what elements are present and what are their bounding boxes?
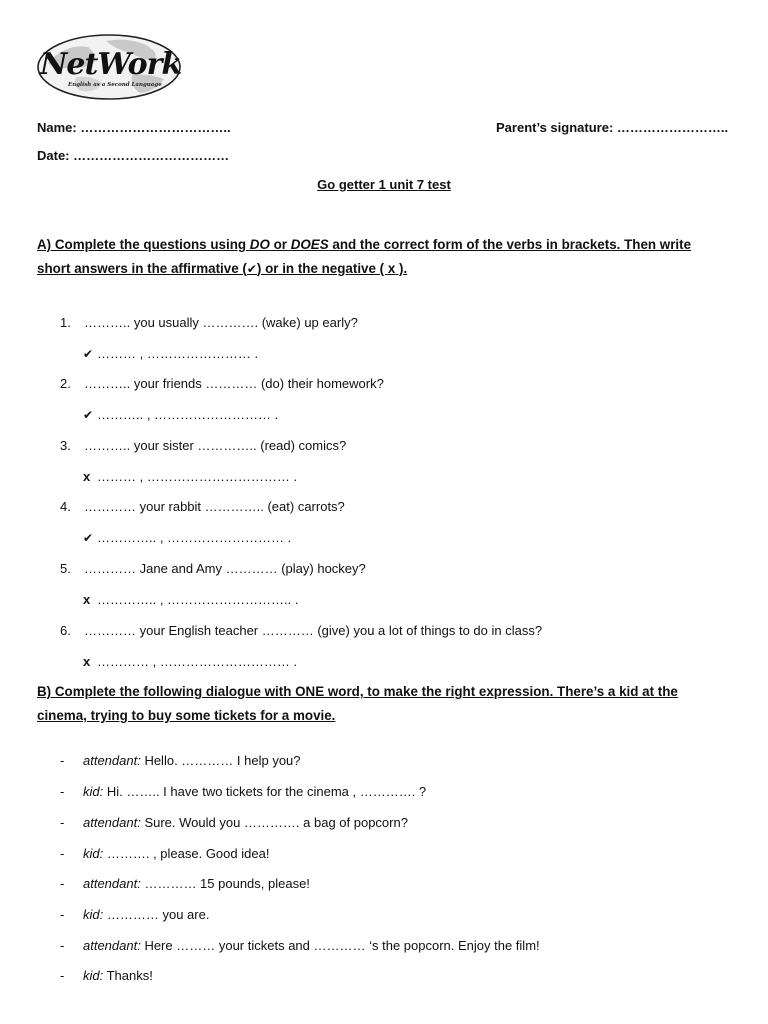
section-a-heading-does: DOES — [290, 237, 329, 252]
bullet-dash: - — [60, 876, 65, 891]
answer-line-3 — [83, 469, 297, 484]
bullet-dash: - — [60, 968, 65, 983]
speaker-label: attendant: — [83, 753, 141, 768]
bullet-dash: - — [60, 846, 65, 861]
answer-line-4 — [83, 530, 291, 545]
cross-icon: x — [83, 592, 91, 607]
name-label: Name: — [37, 120, 77, 135]
speaker-label: attendant: — [83, 938, 141, 953]
section-a-heading-line1 — [37, 237, 691, 252]
dialogue-text: Hello. ………… I help you? — [140, 753, 301, 768]
answer-blank: ……….. , ……………………… . — [97, 407, 279, 422]
question-number: 6. — [60, 623, 71, 638]
answer-blank: ……… , …………………………… . — [97, 469, 298, 484]
date-blank: ……………………………… — [73, 148, 230, 163]
date-label: Date: — [37, 148, 70, 163]
speaker-label: kid: — [83, 846, 104, 861]
name-field[interactable] — [37, 120, 231, 135]
section-a-heading-text-4: ) or in the negative ( — [256, 261, 388, 276]
question-item-2 — [60, 376, 384, 391]
cross-icon: x — [387, 261, 396, 276]
tick-icon: ✔ — [83, 347, 94, 361]
speaker-label: attendant: — [83, 876, 141, 891]
dialogue-text: Hi. …….. I have two tickets for the cinema , …………. ? — [103, 784, 427, 799]
bullet-dash: - — [60, 815, 65, 830]
logo-tagline: English as a Second Language — [68, 82, 162, 88]
section-a-heading-text-2: and the correct form of the verbs in brackets. Then write — [328, 237, 692, 252]
date-field[interactable] — [37, 148, 229, 163]
tick-icon: ✔ — [83, 408, 94, 422]
cross-icon: x — [83, 469, 91, 484]
bullet-dash: - — [60, 938, 65, 953]
question-item-1 — [60, 315, 358, 330]
question-number: 4. — [60, 499, 71, 514]
dialogue-text: Here ……… your tickets and ………… ‘s the popcorn. Enjoy the film! — [140, 938, 540, 953]
section-b-heading-line2: cinema, trying to buy some tickets for a movie. — [37, 708, 336, 723]
answer-blank: ………….. , ……………………… . — [97, 530, 292, 545]
dialogue-text: ………… you are. — [103, 907, 210, 922]
page-title: Go getter 1 unit 7 test — [317, 177, 451, 192]
answer-blank: ………… , ………………………… . — [97, 654, 298, 669]
question-text: ………… your rabbit ………….. (eat) carrots? — [84, 499, 345, 514]
section-a-heading-do: DO — [249, 237, 270, 252]
section-b-heading-line1: B) Complete the following dialogue with ONE word, to make the right expression. There’s a kid at the — [37, 684, 678, 699]
dialogue-text: ………… 15 pounds, please! — [140, 876, 310, 891]
bullet-dash: - — [60, 753, 65, 768]
cross-icon: x — [83, 654, 91, 669]
question-number: 5. — [60, 561, 71, 576]
dialogue-text: Sure. Would you …………. a bag of popcorn? — [140, 815, 408, 830]
answer-line-1 — [83, 346, 258, 361]
name-blank: …………………………….. — [80, 120, 231, 135]
network-logo — [36, 33, 182, 101]
dialogue-text: Thanks! — [103, 968, 153, 983]
dialogue-text: ………. , please. Good idea! — [103, 846, 270, 861]
section-a-heading-text-3: short answers in the affirmative ( — [37, 261, 247, 276]
answer-line-5 — [83, 592, 299, 607]
question-number: 2. — [60, 376, 71, 391]
parent-signature-label: Parent’s signature: — [496, 120, 614, 135]
logo-brand: NetWork — [40, 47, 182, 82]
speaker-label: kid: — [83, 968, 104, 983]
question-text: ……….. you usually …………. (wake) up early? — [84, 315, 358, 330]
question-text: ……….. your friends ………… (do) their homework? — [84, 376, 384, 391]
section-a-heading-text: A) Complete the questions using — [37, 237, 250, 252]
question-text: ………… your English teacher ………… (give) you a lot of things to do in class? — [84, 623, 543, 638]
question-number: 1. — [60, 315, 71, 330]
section-a-heading-line2 — [37, 261, 407, 276]
question-item-6 — [60, 623, 542, 638]
tick-icon: ✔ — [83, 531, 94, 545]
question-text: ……….. your sister ………….. (read) comics? — [84, 438, 347, 453]
speaker-label: attendant: — [83, 815, 141, 830]
question-item-5 — [60, 561, 366, 576]
question-text: ………… Jane and Amy ………… (play) hockey? — [84, 561, 366, 576]
bullet-dash: - — [60, 907, 65, 922]
section-a-heading-or: or — [269, 237, 291, 252]
speaker-label: kid: — [83, 907, 104, 922]
parent-signature-blank: …………………….. — [616, 120, 729, 135]
answer-blank: ………….. , ……………………….. . — [97, 592, 299, 607]
answer-line-6 — [83, 654, 297, 669]
question-item-3 — [60, 438, 346, 453]
answer-blank: ……… , …………………… . — [97, 346, 259, 361]
speaker-label: kid: — [83, 784, 104, 799]
bullet-dash: - — [60, 784, 65, 799]
tick-icon: ✔ — [246, 262, 257, 276]
question-item-4 — [60, 499, 345, 514]
parent-signature-field[interactable] — [496, 120, 728, 135]
answer-line-2 — [83, 407, 278, 422]
question-number: 3. — [60, 438, 71, 453]
section-a-heading-text-5: ). — [395, 261, 408, 276]
